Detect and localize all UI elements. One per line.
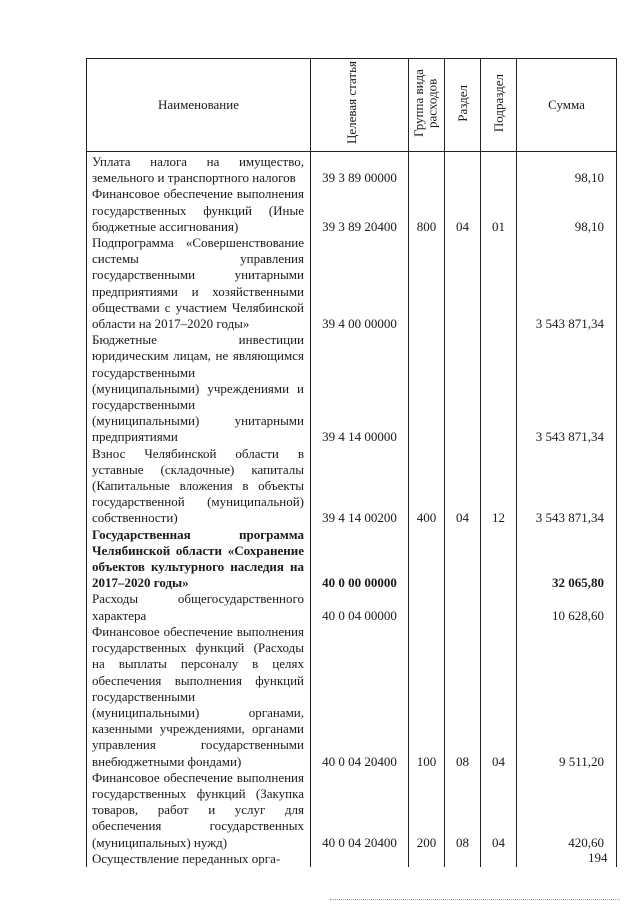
- header-name: Наименование: [87, 59, 311, 152]
- header-subsection: Подраздел: [481, 59, 517, 152]
- cell-sum: 3 543 871,34: [517, 446, 617, 527]
- cell-group: [409, 332, 445, 445]
- cell-subsection: 04: [481, 770, 517, 851]
- header-section: Раздел: [445, 59, 481, 152]
- bottom-divider: [330, 899, 620, 900]
- cell-name: Финансовое обеспечение выполнения государственных функций (Закупка товаров, работ и услуг для обеспечения государственных (муниципальных) нужд): [87, 770, 311, 851]
- cell-group: 800: [409, 186, 445, 235]
- cell-group: 400: [409, 446, 445, 527]
- cell-group: [409, 152, 445, 187]
- page-number: 194: [588, 850, 608, 865]
- cell-name: Осуществление переданных орга-: [87, 851, 311, 867]
- cell-subsection: [481, 235, 517, 332]
- cell-section: [445, 152, 481, 187]
- cell-sum: 10 628,60: [517, 591, 617, 623]
- table-body: [87, 152, 617, 867]
- cell-sum: 9 511,20: [517, 624, 617, 770]
- cell-sum: 420,60: [517, 770, 617, 851]
- cell-target: 39 4 14 00200: [311, 446, 409, 527]
- cell-sum: 3 543 871,34: [517, 332, 617, 445]
- cell-group: [409, 591, 445, 623]
- cell-section: 08: [445, 624, 481, 770]
- cell-section: 08: [445, 770, 481, 851]
- cell-subsection: [481, 332, 517, 445]
- budget-table: [86, 58, 617, 867]
- table-row: [87, 235, 617, 332]
- cell-name: Уплата налога на имущество, земельного и транспортного налогов: [87, 152, 311, 187]
- cell-subsection: [481, 152, 517, 187]
- cell-name: Финансовое обеспечение выполнения государственных функций (Расходы на выплаты персоналу в целях обеспечения выполнения функций государственными (муниципальными) органами, казенными учреждениями, органами управления государственными внебюджетными фондами): [87, 624, 311, 770]
- cell-group: [409, 235, 445, 332]
- cell-target: 39 3 89 00000: [311, 152, 409, 187]
- table-header: [87, 59, 617, 152]
- table-row: [87, 770, 617, 851]
- cell-subsection: [481, 527, 517, 592]
- cell-subsection: [481, 851, 517, 867]
- cell-section: [445, 235, 481, 332]
- cell-name: Бюджетные инвестиции юридическим лицам, не являющимся государственными (муниципальными) учреждениями и государственными (муниципальными) унитарными предприятиями: [87, 332, 311, 445]
- cell-sum: 98,10: [517, 152, 617, 187]
- cell-section: [445, 591, 481, 623]
- header-sum: Сумма: [517, 59, 617, 152]
- cell-section: 04: [445, 446, 481, 527]
- header-expense-group: Группа вида расходов: [409, 59, 445, 152]
- cell-section: [445, 527, 481, 592]
- cell-target: 40 0 04 00000: [311, 591, 409, 623]
- cell-target: 40 0 00 00000: [311, 527, 409, 592]
- cell-sum: 32 065,80: [517, 527, 617, 592]
- cell-subsection: 12: [481, 446, 517, 527]
- cell-sum: 98,10: [517, 186, 617, 235]
- cell-section: [445, 851, 481, 867]
- cell-target: 40 0 04 20400: [311, 770, 409, 851]
- cell-target: 39 4 14 00000: [311, 332, 409, 445]
- cell-target: 39 3 89 20400: [311, 186, 409, 235]
- table-row: [87, 332, 617, 445]
- table-row: [87, 446, 617, 527]
- cell-sum: 3 543 871,34: [517, 235, 617, 332]
- cell-section: [445, 332, 481, 445]
- cell-name: Подпрограмма «Совершенствование системы управления государственными унитарными предприятиями и хозяйственными обществами с участием Челябинской области на 2017–2020 годы»: [87, 235, 311, 332]
- cell-target: 40 0 04 20400: [311, 624, 409, 770]
- cell-subsection: 04: [481, 624, 517, 770]
- table-row: [87, 851, 617, 867]
- cell-subsection: [481, 591, 517, 623]
- cell-section: 04: [445, 186, 481, 235]
- cell-name: Взнос Челябинской области в уставные (складочные) капиталы (Капитальные вложения в объекты государственной (муниципальной) собственности): [87, 446, 311, 527]
- cell-group: 100: [409, 624, 445, 770]
- cell-subsection: 01: [481, 186, 517, 235]
- cell-group: 200: [409, 770, 445, 851]
- cell-target: 39 4 00 00000: [311, 235, 409, 332]
- table-row: [87, 624, 617, 770]
- cell-group: [409, 527, 445, 592]
- table-row: [87, 527, 617, 592]
- header-target: Целевая статья: [311, 59, 409, 152]
- cell-group: [409, 851, 445, 867]
- cell-name: Финансовое обеспечение выполнения государственных функций (Иные бюджетные ассигнования): [87, 186, 311, 235]
- table-row: [87, 186, 617, 235]
- table-row: [87, 591, 617, 623]
- table-row: [87, 152, 617, 187]
- cell-name: Расходы общегосударственного характера: [87, 591, 311, 623]
- cell-target: [311, 851, 409, 867]
- cell-name: Государственная программа Челябинской области «Сохранение объектов культурного наследия на 2017–2020 годы»: [87, 527, 311, 592]
